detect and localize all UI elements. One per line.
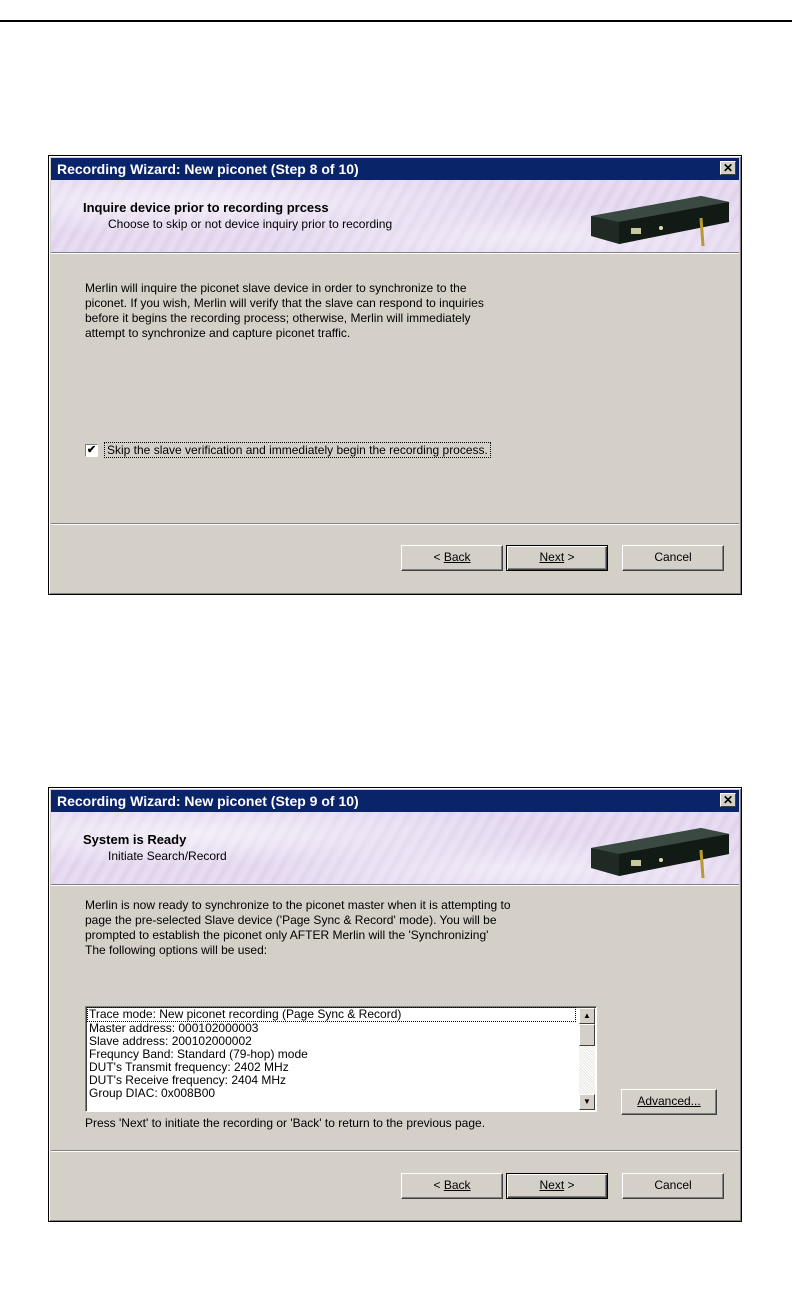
scroll-up-button[interactable] bbox=[579, 1008, 595, 1024]
wizard-header bbox=[51, 812, 739, 885]
skip-verification-option[interactable] bbox=[85, 442, 491, 458]
scroll-thumb[interactable] bbox=[579, 1024, 595, 1046]
back-label: Back bbox=[443, 550, 471, 564]
footer-note: Press 'Next' to initiate the recording or 'Back' to return to the previous page. bbox=[85, 1116, 486, 1130]
cancel-button[interactable]: Cancel bbox=[622, 545, 724, 571]
list-item[interactable]: Slave address: 200102000002 bbox=[89, 1034, 252, 1048]
description-line: Merlin will inquire the piconet slave device in order to synchronize to the bbox=[85, 281, 467, 295]
header-title: System is Ready bbox=[83, 832, 187, 847]
skip-verification-checkbox[interactable] bbox=[85, 444, 98, 457]
close-button[interactable] bbox=[720, 161, 736, 175]
vertical-scrollbar[interactable] bbox=[579, 1008, 595, 1110]
cancel-button[interactable]: Cancel bbox=[622, 1173, 724, 1199]
list-item[interactable]: Master address: 000102000003 bbox=[89, 1021, 259, 1035]
advanced-button[interactable] bbox=[621, 1089, 717, 1115]
analyzer-device-icon bbox=[581, 820, 731, 880]
list-item[interactable]: Trace mode: New piconet recording (Page Sync & Record) bbox=[87, 1007, 576, 1022]
list-item[interactable]: DUT's Transmit frequency: 2402 MHz bbox=[89, 1060, 289, 1074]
next-button[interactable]: Next > bbox=[506, 545, 608, 571]
wizard-header bbox=[51, 180, 739, 253]
triangle-up-icon: ▲ bbox=[583, 1011, 591, 1020]
title-bar[interactable] bbox=[51, 158, 739, 180]
next-label: Next bbox=[539, 550, 565, 564]
options-listbox[interactable] bbox=[85, 1006, 597, 1112]
next-button[interactable]: Next > bbox=[506, 1173, 608, 1199]
header-subtitle: Initiate Search/Record bbox=[108, 849, 227, 863]
list-item[interactable]: Group DIAC: 0x008B00 bbox=[89, 1086, 216, 1100]
triangle-down-icon: ▼ bbox=[583, 1097, 591, 1106]
back-label: Back bbox=[443, 1178, 471, 1192]
description-line: piconet. If you wish, Merlin will verify that the slave can respond to inquiries bbox=[85, 296, 484, 310]
list-item[interactable]: Frequncy Band: Standard (79-hop) mode bbox=[89, 1047, 308, 1061]
back-button[interactable]: < Back bbox=[401, 545, 503, 571]
options-heading: The following options will be used: bbox=[85, 943, 268, 957]
wizard-dialog-step-9 bbox=[48, 787, 742, 1222]
close-icon: ✕ bbox=[722, 793, 734, 807]
page-top-rule bbox=[0, 20, 792, 22]
back-button[interactable]: < Back bbox=[401, 1173, 503, 1199]
window-title: Recording Wizard: New piconet (Step 8 of 10) bbox=[57, 161, 359, 177]
description-text bbox=[85, 898, 645, 958]
list-item[interactable]: DUT's Receive frequency: 2404 MHz bbox=[89, 1073, 287, 1087]
header-subtitle: Choose to skip or not device inquiry prior to recording bbox=[108, 217, 393, 231]
close-icon: ✕ bbox=[722, 161, 734, 175]
next-label: Next bbox=[539, 1178, 565, 1192]
footer-separator bbox=[51, 1150, 739, 1151]
advanced-label: Advanced... bbox=[637, 1094, 701, 1108]
description-text bbox=[85, 281, 645, 341]
analyzer-device-icon bbox=[581, 188, 731, 248]
description-line: before it begins the recording process; otherwise, Merlin will immediately bbox=[85, 311, 471, 325]
header-title: Inquire device prior to recording prcess bbox=[83, 200, 329, 215]
window-title: Recording Wizard: New piconet (Step 9 of 10) bbox=[57, 793, 359, 809]
close-button[interactable] bbox=[720, 793, 736, 807]
description-line: Merlin is now ready to synchronize to the piconet master when it is attempting to bbox=[85, 898, 511, 912]
description-line: page the pre-selected Slave device ('Page Sync & Record' mode). You will be bbox=[85, 913, 497, 927]
title-bar[interactable] bbox=[51, 790, 739, 812]
description-line: attempt to synchronize and capture piconet traffic. bbox=[85, 326, 351, 340]
footer-separator bbox=[51, 523, 739, 524]
skip-verification-label[interactable]: Skip the slave verification and immediately begin the recording process. bbox=[104, 442, 491, 458]
description-line: prompted to establish the piconet only AFTER Merlin will the 'Synchronizing' bbox=[85, 928, 489, 942]
checkmark-icon: ✔ bbox=[86, 443, 97, 456]
scroll-down-button[interactable] bbox=[579, 1094, 595, 1110]
wizard-dialog-step-8 bbox=[48, 155, 742, 595]
